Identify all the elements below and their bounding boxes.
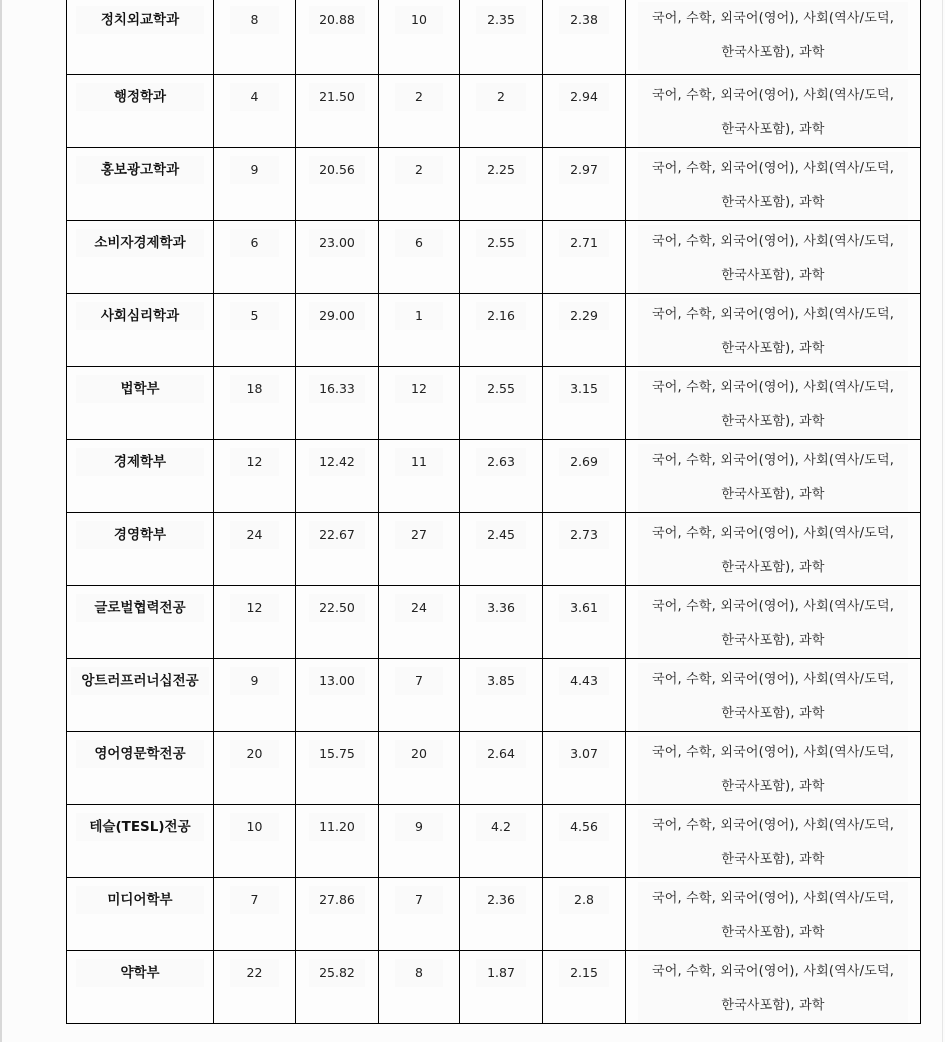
subjects-cell: [626, 366, 921, 439]
waitlist-cell: [379, 585, 460, 658]
lowest-grade-cell: [543, 366, 626, 439]
average-grade-cell-text: 3.85: [476, 667, 525, 695]
quota-cell-text: 5: [230, 302, 279, 330]
quota-cell-text: 6: [230, 229, 279, 257]
subjects-cell-text: 국어, 수학, 외국어(영어), 사회(역사/도덕, 한국사포함), 과학: [638, 663, 908, 731]
competition-ratio-cell: [296, 804, 379, 877]
department-cell-text: 약학부: [76, 959, 204, 987]
competition-ratio-cell-text: 20.56: [309, 156, 365, 184]
table-row: [67, 0, 921, 74]
subjects-cell: [626, 658, 921, 731]
department-cell: [67, 366, 214, 439]
quota-cell: [214, 220, 296, 293]
quota-cell: [214, 731, 296, 804]
quota-cell-text: 4: [230, 83, 279, 111]
subjects-cell-text: 국어, 수학, 외국어(영어), 사회(역사/도덕, 한국사포함), 과학: [638, 152, 908, 220]
table-row: [67, 439, 921, 512]
lowest-grade-cell-text: 3.61: [559, 594, 608, 622]
quota-cell: [214, 0, 296, 74]
lowest-grade-cell-text: 2.15: [559, 959, 608, 987]
department-cell-text: 미디어학부: [76, 886, 204, 914]
subjects-cell-text: 국어, 수학, 외국어(영어), 사회(역사/도덕, 한국사포함), 과학: [638, 809, 908, 877]
department-cell: [67, 877, 214, 950]
quota-cell: [214, 439, 296, 512]
lowest-grade-cell: [543, 293, 626, 366]
lowest-grade-cell: [543, 220, 626, 293]
average-grade-cell: [460, 804, 543, 877]
quota-cell: [214, 585, 296, 658]
lowest-grade-cell-text: 2.8: [559, 886, 608, 914]
quota-cell-text: 10: [230, 813, 279, 841]
department-cell: [67, 731, 214, 804]
lowest-grade-cell: [543, 147, 626, 220]
waitlist-cell: [379, 220, 460, 293]
lowest-grade-cell-text: 3.07: [559, 740, 608, 768]
waitlist-cell-text: 24: [395, 594, 443, 622]
competition-ratio-cell-text: 29.00: [309, 302, 365, 330]
lowest-grade-cell: [543, 731, 626, 804]
table-row: [67, 220, 921, 293]
waitlist-cell: [379, 0, 460, 74]
lowest-grade-cell-text: 4.43: [559, 667, 608, 695]
department-cell: [67, 147, 214, 220]
competition-ratio-cell-text: 23.00: [309, 229, 365, 257]
average-grade-cell: [460, 877, 543, 950]
subjects-cell-text: 국어, 수학, 외국어(영어), 사회(역사/도덕, 한국사포함), 과학: [638, 2, 908, 70]
quota-cell: [214, 74, 296, 147]
subjects-cell: [626, 950, 921, 1023]
quota-cell: [214, 804, 296, 877]
average-grade-cell: [460, 950, 543, 1023]
competition-ratio-cell-text: 20.88: [309, 6, 365, 34]
competition-ratio-cell: [296, 731, 379, 804]
table-row: [67, 293, 921, 366]
lowest-grade-cell: [543, 74, 626, 147]
lowest-grade-cell: [543, 0, 626, 74]
subjects-cell: [626, 804, 921, 877]
waitlist-cell-text: 20: [395, 740, 443, 768]
lowest-grade-cell-text: 2.29: [559, 302, 608, 330]
department-cell-text: 글로벌협력전공: [76, 594, 204, 622]
quota-cell: [214, 147, 296, 220]
waitlist-cell: [379, 877, 460, 950]
lowest-grade-cell: [543, 585, 626, 658]
department-cell-text: 사회심리학과: [76, 302, 204, 330]
waitlist-cell: [379, 366, 460, 439]
quota-cell-text: 7: [230, 886, 279, 914]
lowest-grade-cell-text: 2.69: [559, 448, 608, 476]
waitlist-cell-text: 9: [395, 813, 443, 841]
department-cell-text: 소비자경제학과: [76, 229, 204, 257]
waitlist-cell: [379, 147, 460, 220]
competition-ratio-cell-text: 15.75: [309, 740, 365, 768]
lowest-grade-cell-text: 2.97: [559, 156, 608, 184]
lowest-grade-cell-text: 4.56: [559, 813, 608, 841]
waitlist-cell-text: 27: [395, 521, 443, 549]
subjects-cell-text: 국어, 수학, 외국어(영어), 사회(역사/도덕, 한국사포함), 과학: [638, 444, 908, 512]
department-cell-text: 홍보광고학과: [76, 156, 204, 184]
table-row: [67, 512, 921, 585]
average-grade-cell: [460, 0, 543, 74]
lowest-grade-cell: [543, 439, 626, 512]
table-body: [67, 0, 921, 1023]
competition-ratio-cell: [296, 439, 379, 512]
quota-cell-text: 9: [230, 156, 279, 184]
competition-ratio-cell-text: 25.82: [309, 959, 365, 987]
subjects-cell: [626, 439, 921, 512]
average-grade-cell: [460, 512, 543, 585]
quota-cell-text: 8: [230, 6, 279, 34]
competition-ratio-cell: [296, 147, 379, 220]
average-grade-cell-text: 2.25: [476, 156, 525, 184]
average-grade-cell-text: 2.36: [476, 886, 525, 914]
quota-cell: [214, 512, 296, 585]
average-grade-cell: [460, 220, 543, 293]
waitlist-cell-text: 11: [395, 448, 443, 476]
subjects-cell: [626, 293, 921, 366]
quota-cell-text: 20: [230, 740, 279, 768]
average-grade-cell-text: 2.64: [476, 740, 525, 768]
quota-cell: [214, 950, 296, 1023]
lowest-grade-cell-text: 2.38: [559, 6, 608, 34]
waitlist-cell: [379, 950, 460, 1023]
lowest-grade-cell: [543, 512, 626, 585]
average-grade-cell-text: 2.55: [476, 375, 525, 403]
competition-ratio-cell-text: 22.67: [309, 521, 365, 549]
admission-results-table: [66, 0, 921, 1024]
department-cell-text: 앙트러프러너십전공: [71, 667, 208, 695]
department-cell-text: 행정학과: [76, 83, 204, 111]
department-cell: [67, 804, 214, 877]
waitlist-cell-text: 2: [395, 83, 443, 111]
average-grade-cell-text: 3.36: [476, 594, 525, 622]
average-grade-cell: [460, 731, 543, 804]
average-grade-cell-text: 4.2: [476, 813, 525, 841]
subjects-cell: [626, 512, 921, 585]
quota-cell-text: 12: [230, 448, 279, 476]
table-row: [67, 877, 921, 950]
department-cell-text: 경제학부: [76, 448, 204, 476]
competition-ratio-cell-text: 13.00: [309, 667, 365, 695]
waitlist-cell: [379, 74, 460, 147]
waitlist-cell: [379, 804, 460, 877]
department-cell: [67, 658, 214, 731]
department-cell: [67, 0, 214, 74]
competition-ratio-cell-text: 12.42: [309, 448, 365, 476]
competition-ratio-cell: [296, 74, 379, 147]
lowest-grade-cell: [543, 658, 626, 731]
table-row: [67, 366, 921, 439]
average-grade-cell-text: 2.35: [476, 6, 525, 34]
competition-ratio-cell-text: 27.86: [309, 886, 365, 914]
competition-ratio-cell-text: 21.50: [309, 83, 365, 111]
department-cell: [67, 220, 214, 293]
average-grade-cell: [460, 293, 543, 366]
lowest-grade-cell: [543, 804, 626, 877]
competition-ratio-cell-text: 11.20: [309, 813, 365, 841]
subjects-cell: [626, 585, 921, 658]
average-grade-cell: [460, 658, 543, 731]
average-grade-cell-text: 2.63: [476, 448, 525, 476]
subjects-cell-text: 국어, 수학, 외국어(영어), 사회(역사/도덕, 한국사포함), 과학: [638, 590, 908, 658]
scrollbar-edge[interactable]: [942, 0, 943, 1042]
average-grade-cell: [460, 74, 543, 147]
subjects-cell-text: 국어, 수학, 외국어(영어), 사회(역사/도덕, 한국사포함), 과학: [638, 736, 908, 804]
quota-cell-text: 9: [230, 667, 279, 695]
average-grade-cell: [460, 366, 543, 439]
subjects-cell: [626, 220, 921, 293]
waitlist-cell-text: 8: [395, 959, 443, 987]
average-grade-cell-text: 2: [476, 83, 525, 111]
waitlist-cell: [379, 512, 460, 585]
competition-ratio-cell-text: 22.50: [309, 594, 365, 622]
lowest-grade-cell-text: 2.71: [559, 229, 608, 257]
average-grade-cell: [460, 147, 543, 220]
quota-cell-text: 24: [230, 521, 279, 549]
department-cell: [67, 585, 214, 658]
subjects-cell-text: 국어, 수학, 외국어(영어), 사회(역사/도덕, 한국사포함), 과학: [638, 298, 908, 366]
waitlist-cell-text: 1: [395, 302, 443, 330]
average-grade-cell: [460, 585, 543, 658]
competition-ratio-cell: [296, 366, 379, 439]
average-grade-cell-text: 1.87: [476, 959, 525, 987]
lowest-grade-cell: [543, 950, 626, 1023]
table-row: [67, 950, 921, 1023]
average-grade-cell-text: 2.16: [476, 302, 525, 330]
subjects-cell-text: 국어, 수학, 외국어(영어), 사회(역사/도덕, 한국사포함), 과학: [638, 955, 908, 1023]
department-cell-text: 영어영문학전공: [76, 740, 204, 768]
table-row: [67, 658, 921, 731]
department-cell: [67, 512, 214, 585]
department-cell: [67, 293, 214, 366]
competition-ratio-cell: [296, 0, 379, 74]
subjects-cell: [626, 877, 921, 950]
competition-ratio-cell: [296, 877, 379, 950]
competition-ratio-cell: [296, 512, 379, 585]
quota-cell-text: 22: [230, 959, 279, 987]
waitlist-cell-text: 7: [395, 886, 443, 914]
competition-ratio-cell: [296, 950, 379, 1023]
quota-cell: [214, 877, 296, 950]
lowest-grade-cell-text: 3.15: [559, 375, 608, 403]
subjects-cell-text: 국어, 수학, 외국어(영어), 사회(역사/도덕, 한국사포함), 과학: [638, 517, 908, 585]
quota-cell-text: 18: [230, 375, 279, 403]
competition-ratio-cell: [296, 658, 379, 731]
waitlist-cell-text: 7: [395, 667, 443, 695]
subjects-cell-text: 국어, 수학, 외국어(영어), 사회(역사/도덕, 한국사포함), 과학: [638, 371, 908, 439]
waitlist-cell-text: 6: [395, 229, 443, 257]
average-grade-cell-text: 2.55: [476, 229, 525, 257]
department-cell-text: 테슬(TESL)전공: [76, 813, 204, 841]
subjects-cell: [626, 147, 921, 220]
table-row: [67, 147, 921, 220]
quota-cell: [214, 293, 296, 366]
subjects-cell-text: 국어, 수학, 외국어(영어), 사회(역사/도덕, 한국사포함), 과학: [638, 882, 908, 950]
subjects-cell-text: 국어, 수학, 외국어(영어), 사회(역사/도덕, 한국사포함), 과학: [638, 79, 908, 147]
average-grade-cell: [460, 439, 543, 512]
subjects-cell: [626, 74, 921, 147]
department-cell-text: 정치외교학과: [76, 6, 204, 34]
table-row: [67, 585, 921, 658]
department-cell: [67, 439, 214, 512]
subjects-cell: [626, 0, 921, 74]
lowest-grade-cell-text: 2.73: [559, 521, 608, 549]
table-row: [67, 74, 921, 147]
quota-cell: [214, 366, 296, 439]
waitlist-cell-text: 2: [395, 156, 443, 184]
waitlist-cell: [379, 293, 460, 366]
subjects-cell-text: 국어, 수학, 외국어(영어), 사회(역사/도덕, 한국사포함), 과학: [638, 225, 908, 293]
lowest-grade-cell: [543, 877, 626, 950]
waitlist-cell: [379, 658, 460, 731]
table-row: [67, 804, 921, 877]
department-cell: [67, 950, 214, 1023]
quota-cell: [214, 658, 296, 731]
department-cell-text: 경영학부: [76, 521, 204, 549]
waitlist-cell-text: 12: [395, 375, 443, 403]
table-row: [67, 731, 921, 804]
competition-ratio-cell: [296, 585, 379, 658]
waitlist-cell-text: 10: [395, 6, 443, 34]
subjects-cell: [626, 731, 921, 804]
department-cell: [67, 74, 214, 147]
average-grade-cell-text: 2.45: [476, 521, 525, 549]
department-cell-text: 법학부: [76, 375, 204, 403]
competition-ratio-cell: [296, 220, 379, 293]
competition-ratio-cell: [296, 293, 379, 366]
quota-cell-text: 12: [230, 594, 279, 622]
lowest-grade-cell-text: 2.94: [559, 83, 608, 111]
competition-ratio-cell-text: 16.33: [309, 375, 365, 403]
waitlist-cell: [379, 439, 460, 512]
waitlist-cell: [379, 731, 460, 804]
